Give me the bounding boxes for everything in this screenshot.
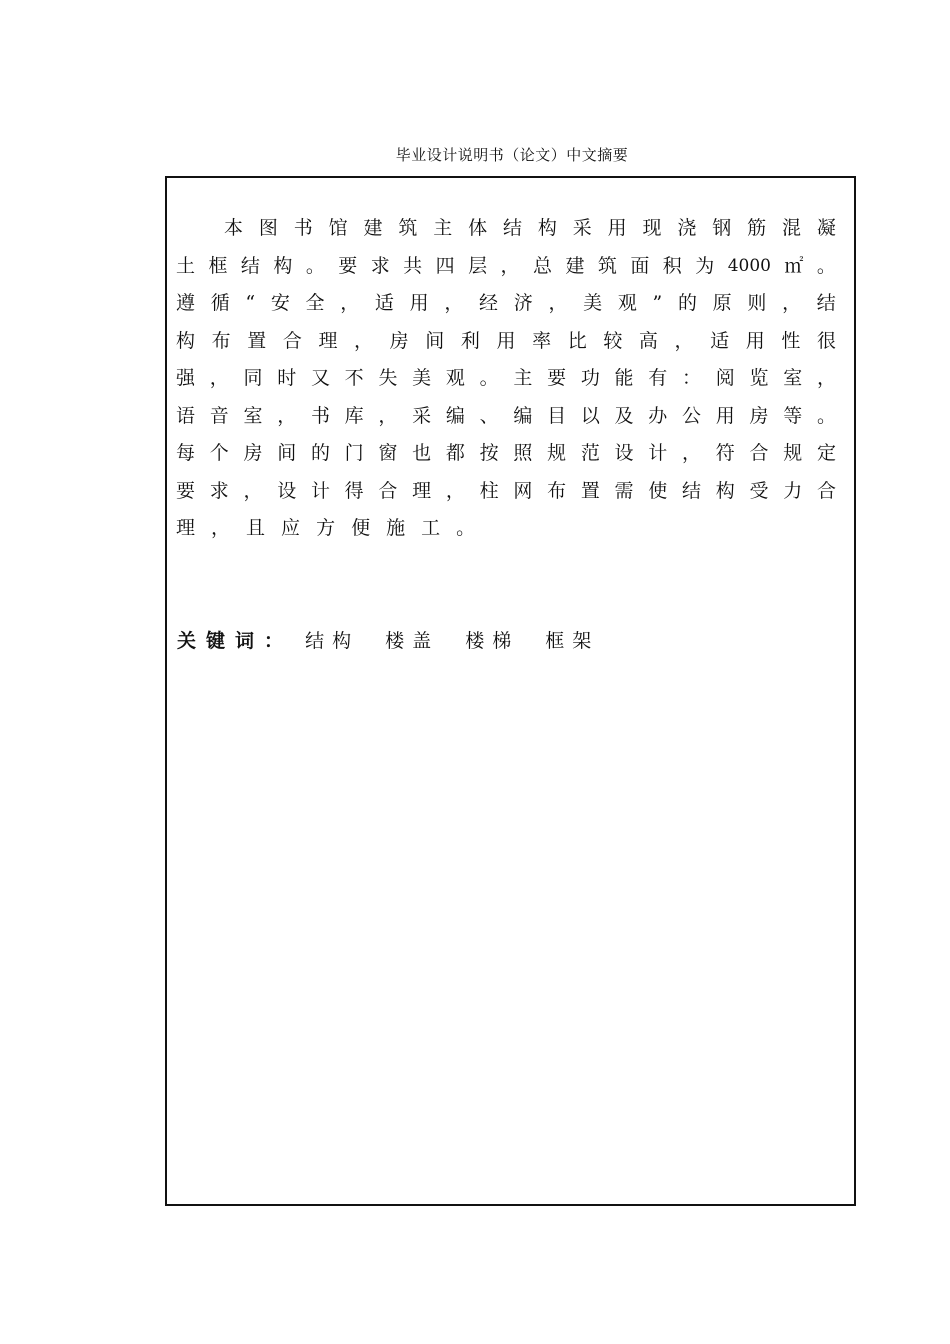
abstract-glyph: 4000 <box>727 255 771 276</box>
abstract-glyph: 设 <box>614 442 634 464</box>
abstract-glyph: 层 <box>468 254 488 277</box>
abstract-glyph: 观 <box>617 292 637 314</box>
abstract-glyph: 用 <box>496 329 516 352</box>
abstract-glyph: 本 <box>224 217 244 239</box>
abstract-glyph: 房 <box>243 442 263 464</box>
abstract-glyph: 、 <box>479 404 499 427</box>
abstract-glyph: 构 <box>715 479 735 502</box>
abstract-glyph: 要 <box>338 254 358 277</box>
abstract-glyph: ， <box>782 292 802 314</box>
abstract-glyph: 定 <box>816 442 836 464</box>
abstract-glyph: 浇 <box>677 217 697 239</box>
abstract-glyph: 要 <box>176 479 196 502</box>
abstract-glyph: 规 <box>783 442 803 464</box>
abstract-glyph: 办 <box>648 404 668 427</box>
abstract-glyph: 得 <box>344 479 364 502</box>
abstract-glyph: 理 <box>412 479 432 502</box>
abstract-glyph: 应 <box>281 517 301 539</box>
abstract-glyph: 美 <box>583 292 603 314</box>
abstract-glyph: 房 <box>749 404 769 427</box>
abstract-glyph: 功 <box>580 367 600 389</box>
abstract-glyph: 体 <box>468 217 488 239</box>
abstract-glyph: 室 <box>783 367 803 389</box>
abstract-glyph: 按 <box>479 442 499 464</box>
abstract-glyph: 理 <box>318 329 338 352</box>
abstract-glyph: 等 <box>783 404 803 427</box>
abstract-glyph: 钢 <box>712 217 732 239</box>
abstract-glyph: 用 <box>409 292 429 314</box>
abstract-glyph: 使 <box>648 479 668 502</box>
abstract-glyph: 构 <box>537 217 557 239</box>
abstract-glyph: 构 <box>273 254 293 277</box>
abstract-glyph: 结 <box>503 217 523 239</box>
abstract-glyph: 。 <box>456 517 476 539</box>
abstract-glyph: 用 <box>745 329 765 352</box>
abstract-glyph: 又 <box>310 367 330 389</box>
abstract-glyph: 馆 <box>328 217 348 239</box>
abstract-line-8 <box>176 473 836 511</box>
abstract-glyph: 及 <box>614 404 634 427</box>
abstract-glyph: 时 <box>277 367 297 389</box>
abstract-glyph: 网 <box>513 479 533 502</box>
abstract-glyph: ， <box>548 292 568 314</box>
abstract-glyph: 总 <box>532 254 552 277</box>
abstract-glyph: 也 <box>412 442 432 464</box>
abstract-glyph: 。 <box>816 404 836 427</box>
abstract-glyph: 采 <box>572 217 592 239</box>
abstract-glyph: 置 <box>580 479 600 502</box>
abstract-line-6 <box>176 398 836 436</box>
abstract-glyph: 柱 <box>479 479 499 502</box>
abstract-glyph: 失 <box>378 367 398 389</box>
abstract-glyph: 同 <box>243 367 263 389</box>
abstract-glyph: 的 <box>310 442 330 464</box>
abstract-glyph: ， <box>243 479 263 502</box>
abstract-glyph: ” <box>652 292 663 314</box>
abstract-line-7 <box>176 435 836 473</box>
keywords-row <box>177 626 619 656</box>
abstract-glyph: 面 <box>630 254 650 277</box>
abstract-glyph: 合 <box>749 442 769 464</box>
abstract-glyph: 力 <box>783 479 803 502</box>
abstract-glyph: 性 <box>781 329 801 352</box>
abstract-glyph: 筑 <box>398 217 418 239</box>
abstract-line-9 <box>176 510 836 548</box>
abstract-glyph: 合 <box>282 329 302 352</box>
abstract-glyph: 门 <box>344 442 364 464</box>
abstract-glyph: ㎡ <box>784 254 804 277</box>
abstract-glyph: 美 <box>412 367 432 389</box>
abstract-glyph: 适 <box>374 292 394 314</box>
abstract-glyph: ， <box>444 292 464 314</box>
abstract-glyph: 符 <box>715 442 735 464</box>
abstract-glyph: ， <box>340 292 360 314</box>
abstract-glyph: 结 <box>816 292 836 314</box>
abstract-glyph: ， <box>277 404 297 427</box>
abstract-glyph: 积 <box>662 254 682 277</box>
abstract-body <box>176 210 836 548</box>
keywords-label: 关键词： <box>177 630 294 652</box>
abstract-glyph: 混 <box>782 217 802 239</box>
abstract-glyph: 则 <box>747 292 767 314</box>
abstract-glyph: 。 <box>816 254 836 277</box>
abstract-glyph: 结 <box>240 254 260 277</box>
keyword-item: 楼盖 <box>385 630 440 652</box>
abstract-glyph: ， <box>378 404 398 427</box>
abstract-glyph: ， <box>209 367 229 389</box>
abstract-glyph: 以 <box>580 404 600 427</box>
abstract-glyph: 置 <box>247 329 267 352</box>
abstract-glyph: 为 <box>695 254 715 277</box>
abstract-glyph: 采 <box>412 404 432 427</box>
abstract-glyph: 。 <box>305 254 325 277</box>
abstract-glyph: 主 <box>513 367 533 389</box>
abstract-glyph: 合 <box>378 479 398 502</box>
abstract-glyph: 都 <box>445 442 465 464</box>
abstract-glyph: 有 <box>648 367 668 389</box>
abstract-glyph: 凝 <box>816 217 836 239</box>
abstract-glyph: 阅 <box>715 367 735 389</box>
abstract-glyph: 强 <box>176 367 196 389</box>
abstract-glyph: 理 <box>176 517 196 539</box>
abstract-glyph: 建 <box>363 217 383 239</box>
abstract-glyph: “ <box>245 292 256 314</box>
abstract-glyph: 公 <box>682 404 702 427</box>
abstract-line-2 <box>176 248 836 286</box>
abstract-glyph: 个 <box>209 442 229 464</box>
abstract-glyph: 原 <box>712 292 732 314</box>
abstract-glyph: 范 <box>580 442 600 464</box>
abstract-glyph: 高 <box>638 329 658 352</box>
abstract-glyph: 较 <box>603 329 623 352</box>
abstract-glyph: 需 <box>614 479 634 502</box>
abstract-line-1 <box>176 210 836 248</box>
abstract-glyph: 目 <box>547 404 567 427</box>
abstract-glyph: 方 <box>316 517 336 539</box>
abstract-glyph: 框 <box>208 254 228 277</box>
abstract-glyph: 要 <box>547 367 567 389</box>
keyword-item: 楼梯 <box>465 630 520 652</box>
abstract-glyph: 室 <box>243 404 263 427</box>
abstract-glyph: 率 <box>532 329 552 352</box>
abstract-glyph: ， <box>674 329 694 352</box>
abstract-glyph: 合 <box>816 479 836 502</box>
abstract-glyph: ， <box>354 329 374 352</box>
abstract-glyph: 窗 <box>378 442 398 464</box>
abstract-glyph: 筑 <box>597 254 617 277</box>
abstract-glyph: 求 <box>370 254 390 277</box>
abstract-glyph: 利 <box>460 329 480 352</box>
abstract-glyph: 设 <box>277 479 297 502</box>
abstract-glyph: 计 <box>310 479 330 502</box>
abstract-glyph: 计 <box>648 442 668 464</box>
abstract-glyph: 布 <box>211 329 231 352</box>
keyword-item: 框架 <box>545 630 600 652</box>
abstract-glyph: 编 <box>445 404 465 427</box>
abstract-glyph: 主 <box>433 217 453 239</box>
abstract-glyph: 结 <box>682 479 702 502</box>
abstract-glyph: 现 <box>642 217 662 239</box>
abstract-glyph: 遵 <box>176 292 196 314</box>
abstract-glyph: 间 <box>425 329 445 352</box>
abstract-line-4 <box>176 323 836 361</box>
abstract-glyph: 构 <box>176 329 196 352</box>
abstract-glyph: 能 <box>614 367 634 389</box>
abstract-glyph: 且 <box>246 517 266 539</box>
abstract-glyph: 规 <box>547 442 567 464</box>
abstract-glyph: ， <box>500 254 520 277</box>
abstract-glyph: 土 <box>176 254 196 277</box>
abstract-glyph: 间 <box>277 442 297 464</box>
keyword-item: 结构 <box>305 630 360 652</box>
abstract-glyph: 筋 <box>747 217 767 239</box>
abstract-glyph: 受 <box>749 479 769 502</box>
abstract-glyph: 便 <box>351 517 371 539</box>
abstract-glyph: 工 <box>421 517 441 539</box>
abstract-glyph: 编 <box>513 404 533 427</box>
abstract-glyph: 很 <box>816 329 836 352</box>
abstract-glyph: 每 <box>176 442 196 464</box>
abstract-glyph: 不 <box>344 367 364 389</box>
abstract-glyph: 书 <box>310 404 330 427</box>
abstract-glyph: 四 <box>435 254 455 277</box>
abstract-glyph: 经 <box>479 292 499 314</box>
abstract-glyph: 布 <box>547 479 567 502</box>
abstract-glyph: 图 <box>258 217 278 239</box>
abstract-glyph: ， <box>682 442 702 464</box>
abstract-glyph: ： <box>682 367 702 389</box>
abstract-glyph: ， <box>816 367 836 389</box>
abstract-glyph: 照 <box>513 442 533 464</box>
abstract-glyph: 用 <box>715 404 735 427</box>
abstract-glyph: 览 <box>749 367 769 389</box>
abstract-glyph: 用 <box>607 217 627 239</box>
abstract-glyph: 库 <box>344 404 364 427</box>
abstract-glyph: 的 <box>677 292 697 314</box>
abstract-glyph: ， <box>211 517 231 539</box>
abstract-glyph: 济 <box>513 292 533 314</box>
abstract-glyph: 求 <box>209 479 229 502</box>
abstract-line-3 <box>176 285 836 323</box>
abstract-glyph: 比 <box>567 329 587 352</box>
abstract-glyph: 语 <box>176 404 196 427</box>
abstract-glyph: 共 <box>403 254 423 277</box>
page-header-title: 毕业设计说明书（论文）中文摘要 <box>395 146 629 164</box>
abstract-glyph: 全 <box>305 292 325 314</box>
abstract-line-5 <box>176 360 836 398</box>
abstract-glyph: 书 <box>293 217 313 239</box>
abstract-glyph: 。 <box>479 367 499 389</box>
abstract-glyph: 安 <box>270 292 290 314</box>
abstract-glyph: 建 <box>565 254 585 277</box>
abstract-glyph: 适 <box>710 329 730 352</box>
abstract-glyph: 音 <box>209 404 229 427</box>
abstract-glyph: 观 <box>445 367 465 389</box>
abstract-glyph: ， <box>445 479 465 502</box>
abstract-glyph: 施 <box>386 517 406 539</box>
abstract-glyph: 房 <box>389 329 409 352</box>
abstract-glyph: 循 <box>210 292 230 314</box>
